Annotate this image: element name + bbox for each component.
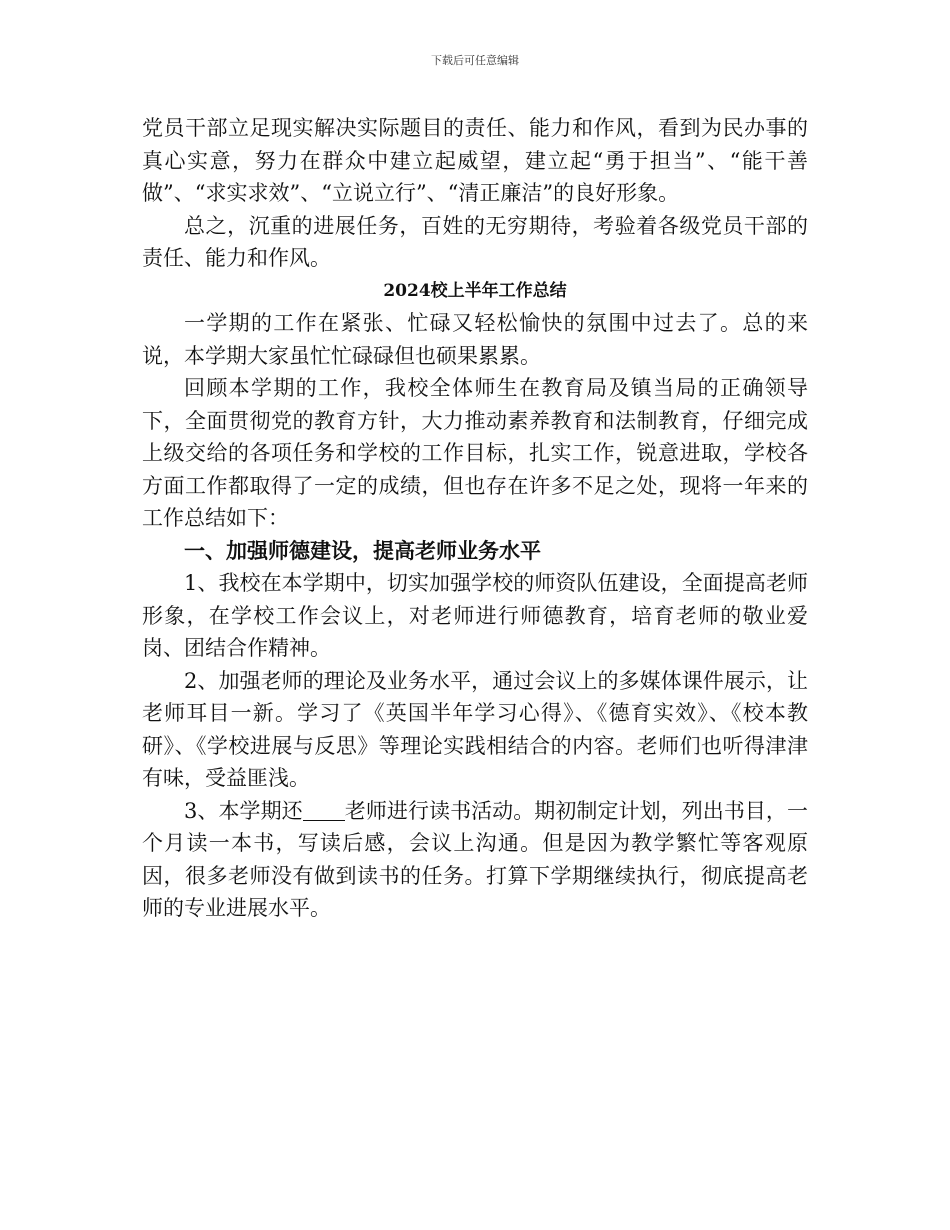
list-item-3-start: 3、本学期还 (184, 798, 303, 823)
conclusion-paragraph: 总之，沉重的进展任务，百姓的无穷期待，考验着各级党员干部的责任、能力和作风。 (142, 213, 808, 270)
document-title: 2024校上半年工作总结 (383, 280, 567, 301)
page-header: 下载后可任意编辑 (431, 54, 519, 67)
section-heading-1: 一、加强师德建设，提高老师业务水平 (184, 538, 541, 563)
list-item-1: 1、我校在本学期中，切实加强学校的师资队伍建设，全面提高老师形象，在学校工作会议上，对老师进行师德教育，培育老师的敬业爱岗、团结合作精神。 (142, 571, 808, 660)
intro-paragraph: 党员干部立足现实解决实际题目的责任、能力和作风，看到为民办事的真心实意，努力在群众中建立起威望，建立起“勇于担当”、“能干善做”、“求实求效”、“立说立行”、“清正廉洁”的良好形象。 (142, 116, 808, 205)
document-body (142, 112, 808, 925)
list-item-3-rest: 老师进行读书活动。期初制定计划，列出书目，一个月读一本书，写读后感，会议上沟通。但是因为教学繁忙等客观原因，很多老师没有做到读书的任务。打算下学期继续执行，彻底提高老师的专业进展水平。 (142, 798, 808, 920)
list-item-3 (142, 795, 808, 925)
list-item-2: 2、加强老师的理论及业务水平，通过会议上的多媒体课件展示，让老师耳目一新。学习了《英国半年学习心得》、《德育实效》、《校本教研》、《学校进展与反思》等理论实践相结合的内容。老师们也听得津津有味，受益匪浅。 (142, 668, 808, 790)
paragraph-2: 回顾本学期的工作，我校全体师生在教育局及镇当局的正确领导下，全面贯彻党的教育方针，大力推动素养教育和法制教育，仔细完成上级交给的各项任务和学校的工作目标，扎实工作，锐意进取，学校各方面工作都取得了一定的成绩，但也存在许多不足之处，现将一年来的工作总结如下： (142, 376, 808, 530)
blank-underline (303, 800, 345, 821)
paragraph-1: 一学期的工作在紧张、忙碌又轻松愉快的氛围中过去了。总的来说，本学期大家虽忙忙碌碌但也硕果累累。 (142, 311, 808, 368)
